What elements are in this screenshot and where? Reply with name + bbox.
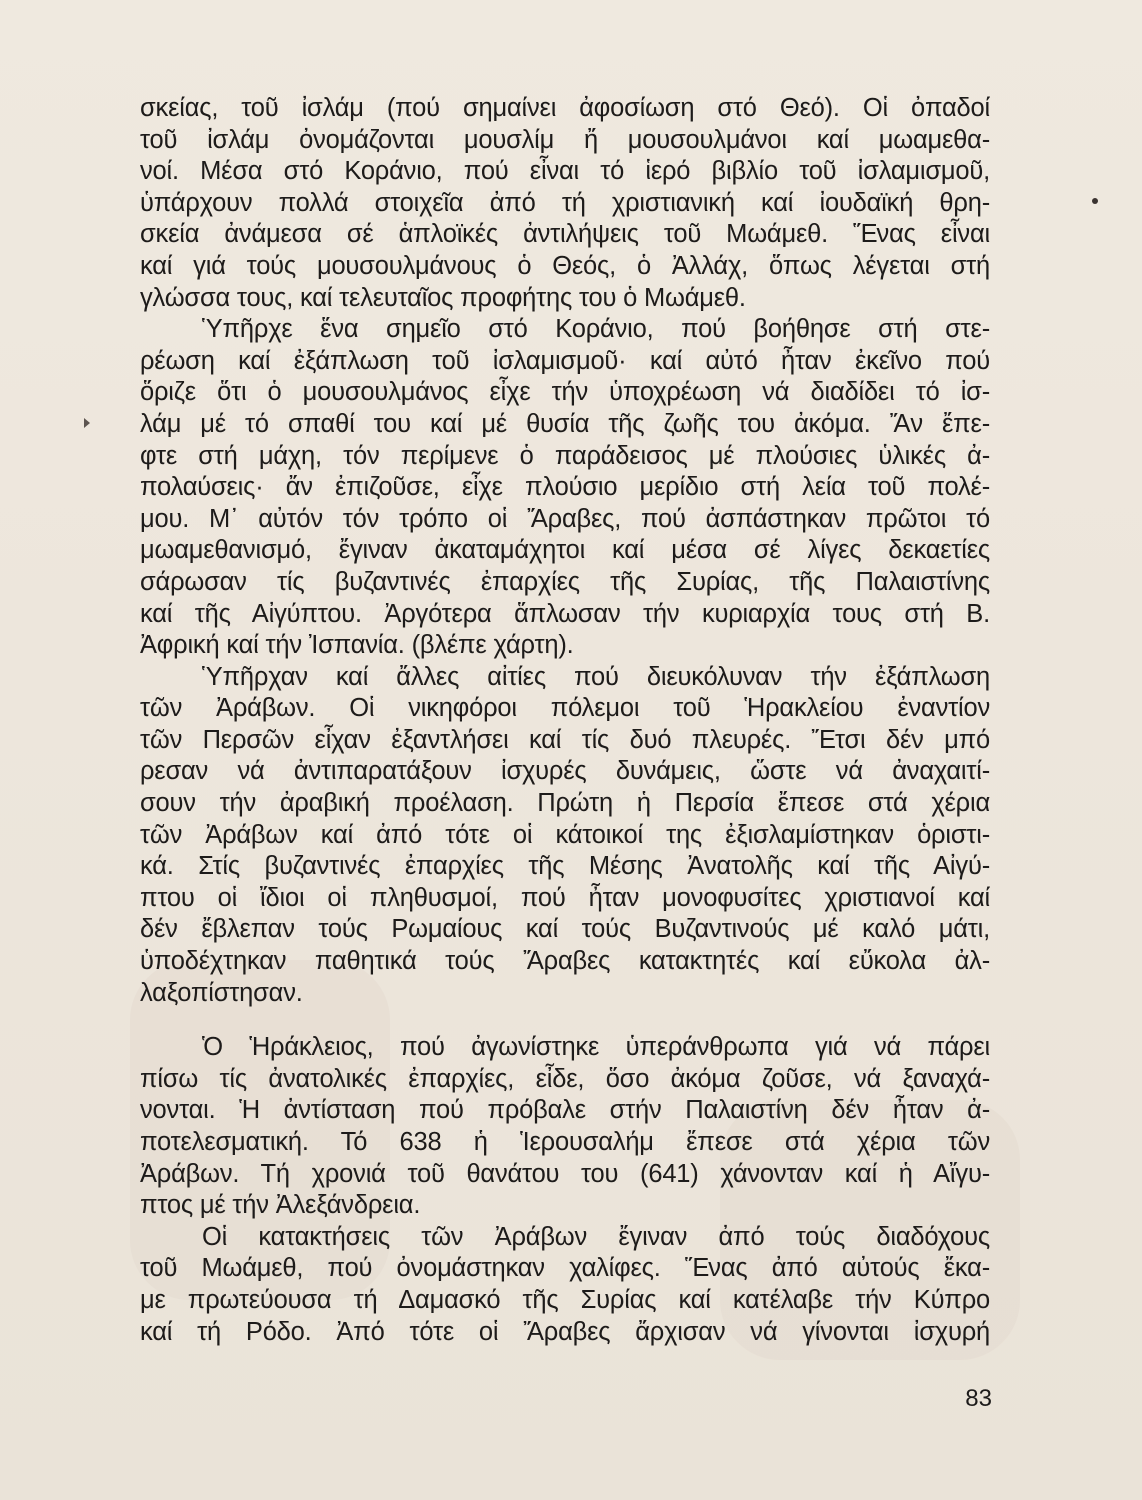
page-number: 83 [965, 1385, 992, 1412]
paragraph [140, 314, 990, 662]
body-text [140, 93, 990, 1348]
text-line: δέν ἔβλεπαν τούς Ρωμαίους καί τούς Βυζαντινούς μέ καλό μάτι, [140, 915, 990, 944]
text-line: Ὁ Ἡράκλειος, πού ἀγωνίστηκε ὑπεράνθρωπα γιά νά πάρει [202, 1033, 990, 1062]
text-line: κά. Στίς βυζαντινές ἐπαρχίες τῆς Μέσης Ἀνατολῆς καί τῆς Αἰγύ- [140, 852, 990, 881]
text-line: ὅριζε ὅτι ὁ μουσουλμάνος εἶχε τήν ὑποχρέωση νά διαδίδει τό ἰσ- [140, 378, 990, 407]
text-line: γλώσσα τους, καί τελευταῖος προφήτης του ὁ Μωάμεθ. [140, 283, 746, 312]
text-line: ὑποδέχτηκαν παθητικά τούς Ἄραβες κατακτητές καί εὔκολα ἀλ- [140, 947, 990, 976]
text-line: τοῦ ἰσλάμ ὀνομάζονται μουσλίμ ἤ μουσουλμάνοι καί μωαμεθα- [140, 125, 990, 154]
text-line: λαξοπίστησαν. [140, 978, 303, 1007]
text-line: πολαύσεις· ἄν ἐπιζοῦσε, εἶχε πλούσιο μερίδιο στή λεία τοῦ πολέ- [140, 473, 990, 502]
margin-mark [84, 418, 90, 428]
paragraph-gap [140, 1009, 990, 1032]
text-line: νοί. Μέσα στό Κοράνιο, πού εἶναι τό ἱερό βιβλίο τοῦ ἰσλαμισμοῦ, [140, 157, 990, 186]
text-line: καί γιά τούς μουσουλμάνους ὁ Θεός, ὁ Ἀλλάχ, ὅπως λέγεται στή [140, 251, 990, 280]
text-line: τῶν Ἀράβων καί ἀπό τότε οἱ κάτοικοί της ἐξισλαμίστηκαν ὁριστι- [140, 820, 990, 849]
text-line: μου. Μ᾿ αὐτόν τόν τρόπο οἱ Ἄραβες, πού ἀσπάστηκαν πρῶτοι τό [140, 504, 990, 533]
text-line: ὑπάρχουν πολλά στοιχεῖα ἀπό τή χριστιανική καί ἰουδαϊκή θρη- [140, 188, 990, 217]
text-line: μωαμεθανισμό, ἔγιναν ἀκαταμάχητοι καί μέσα σέ λίγες δεκαετίες [140, 536, 990, 565]
paragraph [140, 1222, 990, 1348]
text-line: πτος μέ τήν Ἀλεξάνδρεια. [140, 1191, 421, 1220]
text-line: Ὑπῆρχαν καί ἄλλες αἰτίες πού διευκόλυναν τήν ἐξάπλωση [202, 662, 990, 691]
text-line: πτου οἱ ἴδιοι οἱ πληθυσμοί, πού ἦταν μονοφυσίτες χριστιανοί καί [140, 883, 990, 912]
text-line: ρέωση καί ἐξάπλωση τοῦ ἰσλαμισμοῦ· καί αὐτό ἦταν ἐκεῖνο πού [140, 346, 990, 375]
text-line: καί τῆς Αἰγύπτου. Ἀργότερα ἅπλωσαν τήν κυριαρχία τους στή Β. [140, 599, 990, 628]
paragraph [140, 93, 990, 314]
text-line: σουν τήν ἀραβική προέλαση. Πρώτη ἡ Περσία ἔπεσε στά χέρια [140, 789, 990, 818]
text-line: σκεία ἀνάμεσα σέ ἁπλοϊκές ἀντιλήψεις τοῦ Μωάμεθ. Ἕνας εἶναι [140, 220, 990, 249]
ink-dot [1092, 198, 1098, 204]
text-line: Ἀφρική καί τήν Ἰσπανία. (βλέπε χάρτη). [140, 631, 574, 660]
text-line: ρεσαν νά ἀντιπαρατάξουν ἰσχυρές δυνάμεις, ὥστε νά ἀναχαιτί- [140, 757, 990, 786]
text-line: ποτελεσματική. Τό 638 ἡ Ἱερουσαλήμ ἔπεσε στά χέρια τῶν [140, 1128, 990, 1156]
paragraph [140, 1032, 990, 1222]
text-line: Οἱ κατακτήσεις τῶν Ἀράβων ἔγιναν ἀπό τούς διαδόχους [202, 1222, 990, 1251]
text-line: λάμ μέ τό σπαθί του καί μέ θυσία τῆς ζωῆς του ἀκόμα. Ἄν ἔπε- [140, 409, 990, 438]
text-line: νονται. Ἡ ἀντίσταση πού πρόβαλε στήν Παλαιστίνη δέν ἦταν ἀ- [140, 1096, 990, 1125]
text-line: με πρωτεύουσα τή Δαμασκό τῆς Συρίας καί κατέλαβε τήν Κύπρο [140, 1285, 990, 1314]
text-line: σκείας, τοῦ ἰσλάμ (πού σημαίνει ἀφοσίωση στό Θεό). Οἱ ὀπαδοί [140, 94, 990, 122]
text-line: τοῦ Μωάμεθ, πού ὀνομάστηκαν χαλίφες. Ἕνας ἀπό αὐτούς ἔκα- [140, 1254, 990, 1283]
text-line: Ὑπῆρχε ἕνα σημεῖο στό Κοράνιο, πού βοήθησε στή στε- [202, 315, 990, 344]
text-line: τῶν Περσῶν εἶχαν ἐξαντλήσει καί τίς δυό πλευρές. Ἔτσι δέν μπό [140, 725, 990, 754]
text-line: καί τή Ρόδο. Ἀπό τότε οἱ Ἄραβες ἄρχισαν νά γίνονται ἰσχυρή [140, 1317, 990, 1346]
text-line: τῶν Ἀράβων. Οἱ νικηφόροι πόλεμοι τοῦ Ἡρακλείου ἐναντίον [140, 694, 990, 723]
paragraph [140, 662, 990, 1010]
text-line: πίσω τίς ἀνατολικές ἐπαρχίες, εἶδε, ὅσο ἀκόμα ζοῦσε, νά ξαναχά- [140, 1064, 990, 1093]
text-line: σάρωσαν τίς βυζαντινές ἐπαρχίες τῆς Συρίας, τῆς Παλαιστίνης [140, 567, 990, 596]
text-line: Ἀράβων. Τή χρονιά τοῦ θανάτου του (641) χάνονταν καί ἡ Αἴγυ- [140, 1159, 990, 1188]
text-line: φτε στή μάχη, τόν περίμενε ὁ παράδεισος μέ πλούσιες ὑλικές ἀ- [140, 441, 990, 470]
